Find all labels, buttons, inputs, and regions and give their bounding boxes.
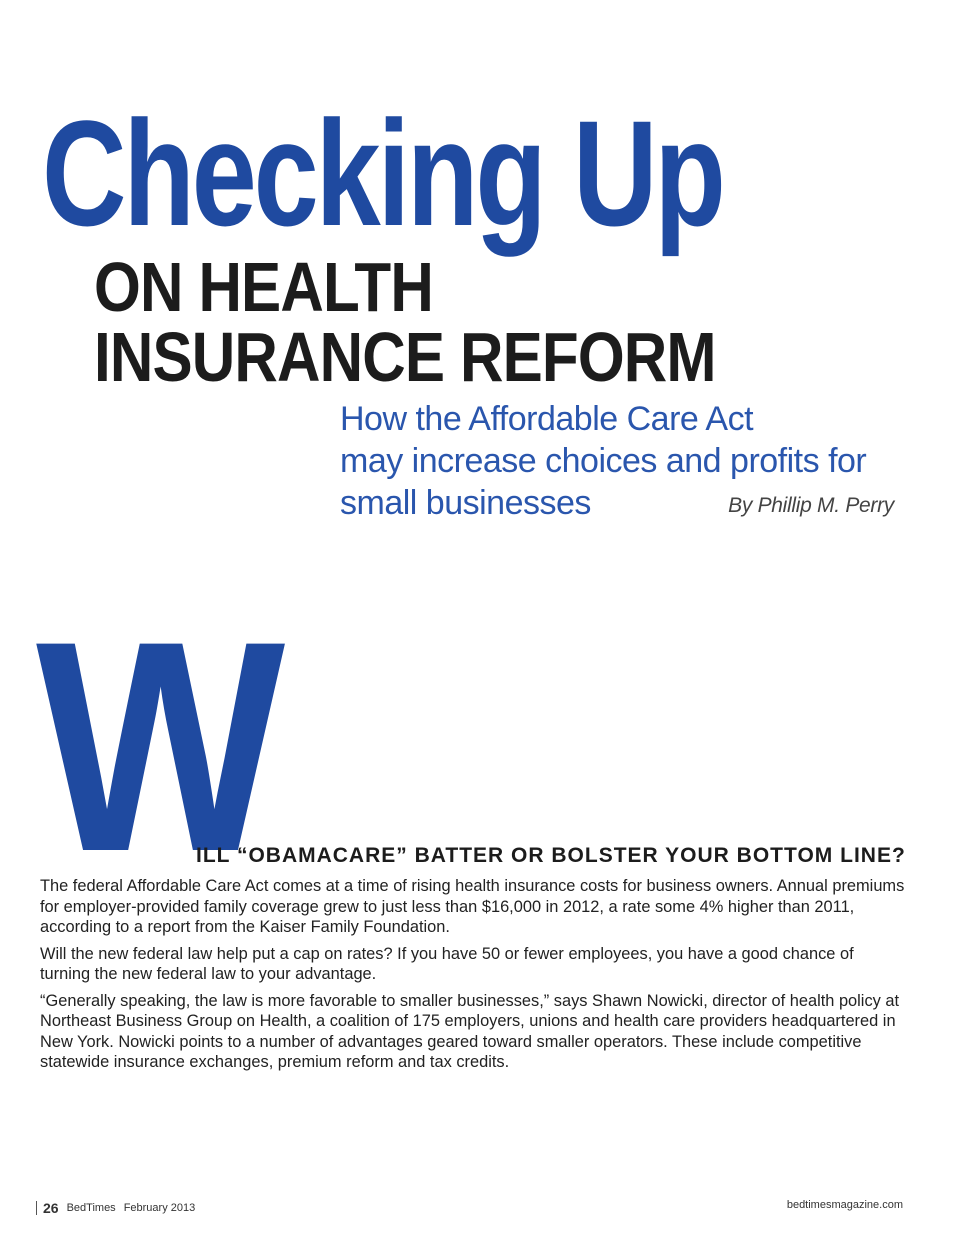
headline: Checking Up [42, 89, 723, 257]
headline-subtitle-line-1: ON HEALTH [94, 248, 433, 326]
footer-divider [36, 1201, 37, 1215]
website-url: bedtimesmagazine.com [786, 1199, 903, 1211]
magazine-name: BedTimes [66, 1202, 116, 1214]
dek-line: How the Affordable Care Act [340, 400, 754, 438]
dek-line: small businesses [340, 484, 591, 522]
paragraph: Will the new federal law help put a cap on rates? If you have 50 or fewer employees, you have a good chance of turning the new federal law to your advantage. [40, 944, 854, 983]
headline-subtitle-line-2: INSURANCE REFORM [94, 318, 716, 396]
issue-date: February 2013 [123, 1202, 196, 1214]
footer-left [36, 1200, 195, 1216]
dek-line: may increase choices and profits for [340, 442, 867, 480]
paragraph: “Generally speaking, the law is more favorable to smaller businesses,” says Shawn Nowicki, director of health policy at Northeast Business Group on Health, a coalition of 175 employers, unions and health care providers headquartered in New York. Nowicki points to a number of advantages geared toward smaller operators. These include competitive statewide insurance exchanges, premium reform and tax credits. [40, 991, 900, 1071]
byline: By Phillip M. Perry [728, 494, 894, 517]
page-number: 26 [43, 1200, 59, 1216]
article-body [40, 876, 906, 1079]
drop-cap: W [36, 578, 286, 914]
paragraph: The federal Affordable Care Act comes at a time of rising health insurance costs for business owners. Annual premiums for employer-provided family coverage grew to just less than $16,000 in 2012, a rate some 4% higher than 2011, according to a report from the Kaiser Family Foundation. [40, 877, 905, 936]
lead-heading: ILL “OBAMACARE” BATTER OR BOLSTER YOUR BOTTOM LINE? [196, 844, 906, 867]
